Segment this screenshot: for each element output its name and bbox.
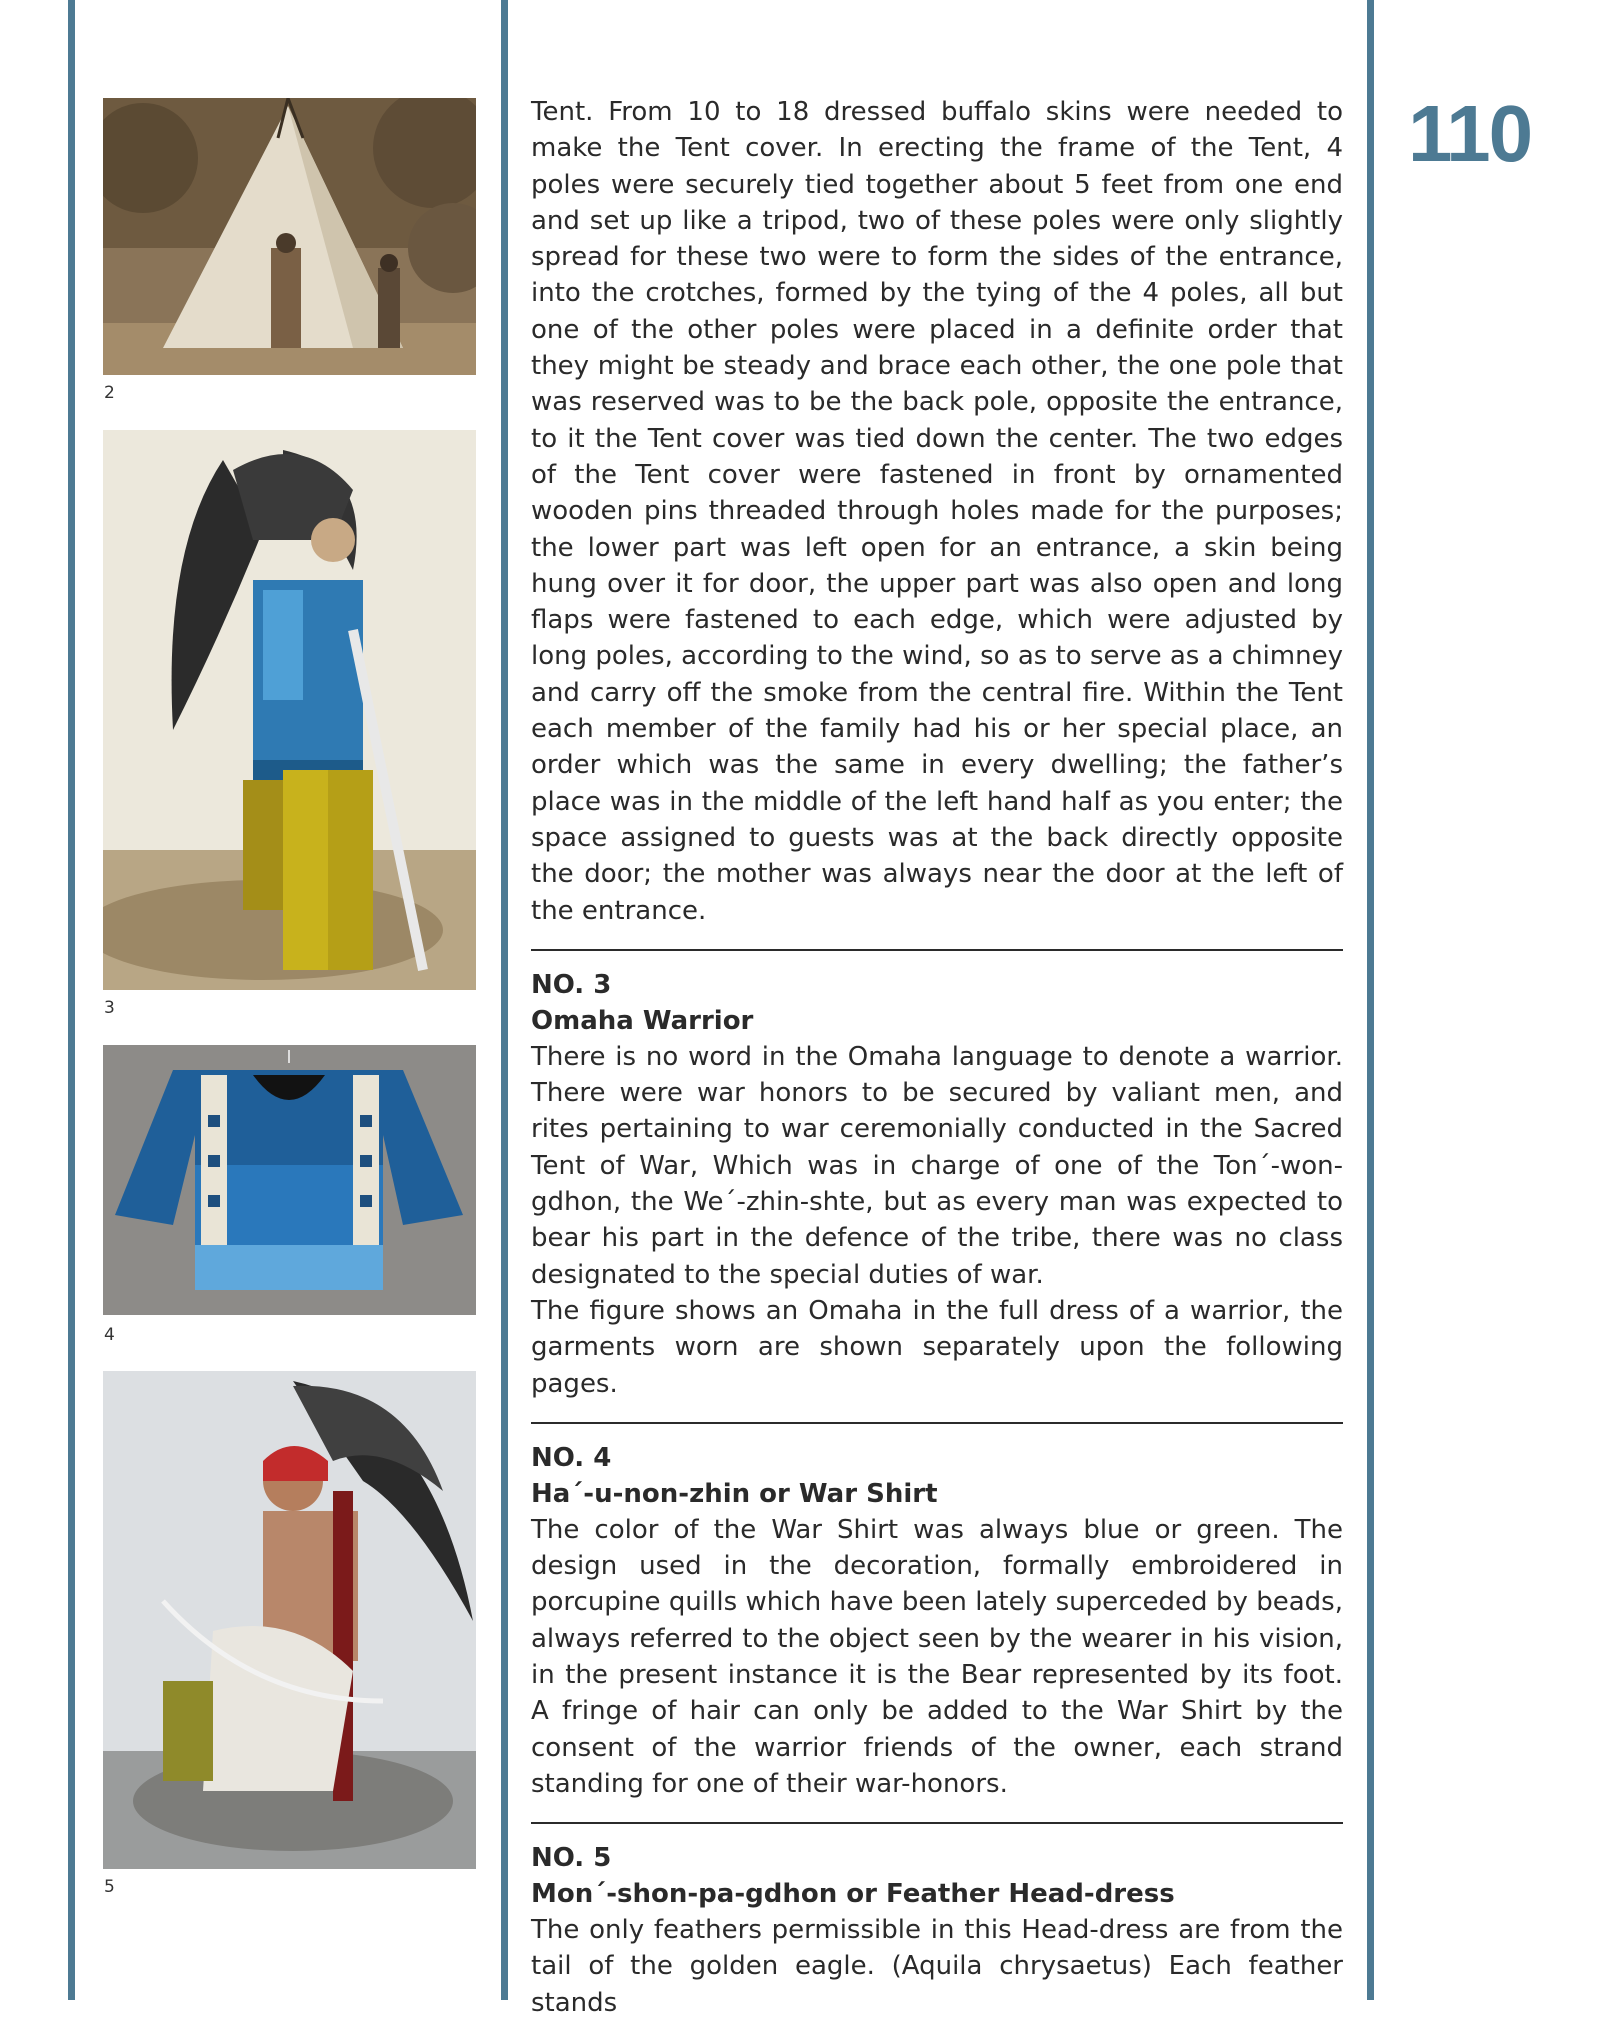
section-divider bbox=[531, 1822, 1343, 1824]
section-paragraph: The only feathers permissible in this Head-dress are from the tail of the golden eagle. (Aquila chrysaetus) Each feather stands bbox=[531, 1915, 1343, 2018]
section-paragraph: The color of the War Shirt was always blue or green. The design used in the decoration, formally embroidered in porcupine quills which have been lately superceded by beads, always referred to the object seen by the wearer in his vision, in the present instance it is the Bear represented by its foot. A fringe of hair can only be added to the War Shirt by the consent of the warrior friends of the owner, each strand standing for one of their war-honors. bbox=[531, 1514, 1343, 1799]
figure-feather-headdress-photo bbox=[103, 1371, 476, 1869]
section-divider bbox=[531, 949, 1343, 951]
section-no-4 bbox=[531, 1440, 1343, 1802]
figure-caption-2: 2 bbox=[104, 383, 115, 403]
figure-caption-3: 3 bbox=[104, 998, 115, 1018]
page-number: 110 bbox=[1408, 89, 1532, 178]
column-divider-rule bbox=[501, 0, 508, 2000]
section-title: Mon´-shon-pa-gdhon or Feather Head-dress bbox=[531, 1879, 1175, 1910]
section-no-5 bbox=[531, 1840, 1343, 2021]
text-column bbox=[531, 94, 1343, 2021]
figure-caption-4: 4 bbox=[104, 1325, 115, 1345]
right-margin-rule bbox=[1367, 0, 1374, 2000]
figure-omaha-warrior-photo bbox=[103, 430, 476, 990]
section-no-3 bbox=[531, 967, 1343, 1402]
section-number: NO. 4 bbox=[531, 1442, 612, 1473]
intro-paragraph: Tent. From 10 to 18 dressed buffalo skins were needed to make the Tent cover. In erecting the frame of the Tent, 4 poles were securely tied together about 5 feet from one end and set up like a tripod, two of these poles were only slightly spread for these two were to form the sides of the entrance, into the crotches, formed by the tying of the 4 poles, all but one of the other poles were placed in a definite order that they might be steady and brace each other, the one pole that was reserved was to be the back pole, opposite the entrance, to it the Tent cover was tied down the center. The two edges of the Tent cover were fastened in front by ornamented wooden pins threaded through holes made for the purposes; the lower part was left open for an entrance, a skin being hung over it for door, the upper part was also open and long flaps were fastened to each edge, which were adjusted by long poles, according to the wind, so as to serve as a chimney and carry off the smoke from the central fire. Within the Tent each member of the family had his or her special place, an order which was the same in every dwelling; the father’s place was in the middle of the left hand half as you enter; the space assigned to guests was at the back directly opposite the door; the mother was always near the door at the left of the entrance. bbox=[531, 97, 1343, 926]
section-number: NO. 3 bbox=[531, 969, 612, 1000]
section-paragraph: The figure shows an Omaha in the full dress of a warrior, the garments worn are shown separately upon the following pages. bbox=[531, 1295, 1343, 1399]
left-margin-rule bbox=[68, 0, 75, 2000]
figure-caption-5: 5 bbox=[104, 1877, 115, 1897]
figure-tent-photo bbox=[103, 98, 476, 375]
section-number: NO. 5 bbox=[531, 1843, 612, 1874]
section-title: Omaha Warrior bbox=[531, 1005, 754, 1036]
figure-war-shirt-photo bbox=[103, 1045, 476, 1315]
section-divider bbox=[531, 1422, 1343, 1424]
section-paragraph: There is no word in the Omaha language to denote a warrior. There were war honors to be secured by valiant men, and rites pertaining to war ceremonially conducted in the Sacred Tent of War, Which was in charge of one of the Ton´-won-gdhon, the We´-zhin-shte, but as every man was expected to bear his part in the defence of the tribe, there was no class designated to the special duties of war. bbox=[531, 1041, 1343, 1290]
section-title: Ha´-u-non-zhin or War Shirt bbox=[531, 1478, 938, 1509]
